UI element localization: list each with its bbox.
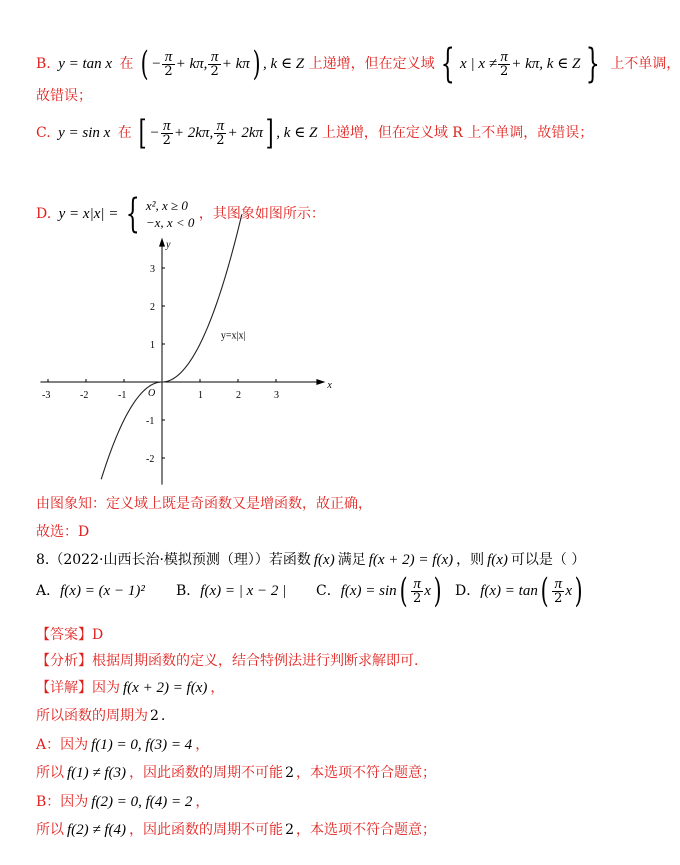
set-close: }	[586, 41, 601, 87]
text: ，	[195, 737, 210, 753]
fraction: $\frac{\pi}{2}$	[210, 48, 219, 79]
text: ，因此函数的周期不可能	[129, 765, 284, 781]
text: 上递增，但在定义域	[308, 56, 435, 72]
text: 所以函数的周期为	[36, 708, 148, 724]
text: ，其图象如图所示：	[198, 206, 325, 222]
math-expression: f(x) = tan	[480, 583, 538, 599]
paren-close: )	[433, 571, 442, 611]
math-expression: , k ∈ Z	[276, 125, 318, 141]
text: 在	[117, 125, 132, 141]
math-expression: y = tan x	[58, 56, 113, 72]
option-c	[316, 571, 444, 611]
math-expression: f(2) ≠ f(4)	[67, 822, 127, 838]
text: ，	[210, 680, 225, 696]
math-expression: , k ∈ Z	[263, 56, 305, 72]
detail	[36, 678, 224, 698]
item-letter: B.	[36, 56, 51, 72]
set-open: {	[440, 41, 455, 87]
paren-open: (	[399, 571, 408, 611]
x-tick-label: -1	[118, 390, 127, 401]
math-expression: + 2kπ,	[173, 125, 214, 141]
axis-labels	[148, 240, 332, 399]
math-variable: x	[565, 583, 573, 599]
text: .	[160, 708, 166, 724]
case-b-conclusion	[36, 820, 436, 840]
math-expression: + kπ	[221, 56, 250, 72]
option-label: A．	[36, 583, 61, 599]
math-expression: + kπ, k ∈ Z	[511, 56, 581, 72]
curve-group	[101, 214, 242, 479]
fraction: $\frac{\pi}{2}$	[499, 48, 509, 79]
x-axis-label: x	[327, 380, 332, 391]
math-expression: f(x) = (x − 1)²	[60, 583, 145, 599]
question-text: ，则	[456, 552, 485, 568]
option-d-explanation	[36, 191, 325, 237]
option-label: C．	[316, 583, 341, 599]
answer-choice: 故选：D	[36, 524, 90, 540]
text: ，本选项不符合题意；	[295, 822, 436, 838]
math-expression: f(1) ≠ f(3)	[67, 765, 127, 781]
x-tick-label: 1	[198, 390, 203, 401]
paren-open: (	[540, 571, 549, 611]
math-expression: f(x + 2) = f(x)	[368, 552, 454, 568]
option-label: D．	[455, 583, 481, 599]
interval-close: )	[252, 44, 261, 84]
x-axis-arrow	[316, 379, 325, 385]
text: 所以	[36, 822, 64, 838]
y-tick-label: 1	[150, 340, 155, 351]
question-text: （2022·山西长治·模拟预测（理））若函数	[49, 552, 311, 568]
math-expression: f(x)	[313, 552, 335, 568]
option-label: B．	[176, 583, 201, 599]
question-text: 可以是（ ）	[510, 552, 586, 568]
text: ，	[195, 794, 210, 810]
math-expression: f(1) = 0, f(3) = 4	[91, 737, 193, 753]
text: 上不单调，	[610, 56, 680, 72]
x-tick-label: -3	[42, 390, 51, 401]
math-value: 2	[285, 765, 294, 781]
piecewise-cases: x², x ≥ 0 −x, x < 0	[145, 198, 195, 230]
curve-y-x-abs-x	[101, 214, 242, 479]
option-c-explanation	[36, 113, 594, 153]
y-tick-label: 3	[150, 264, 155, 275]
option-a	[36, 576, 145, 606]
case-a-conclusion	[36, 763, 436, 783]
y-axis-arrow	[159, 238, 165, 247]
math-expression: + kπ,	[175, 56, 208, 72]
fraction: $\frac{\pi}{2}$	[554, 575, 563, 606]
math-expression: y = x|x| =	[58, 206, 119, 222]
text: ，因此函数的周期不可能	[129, 822, 284, 838]
math-expression: f(x) = | x − 2 |	[200, 583, 287, 599]
graph-conclusion: 由图象知：定义域上既是奇函数又是增函数，故正确，	[36, 496, 372, 512]
interval-open: (	[140, 44, 149, 84]
math-expression: f(x)	[487, 552, 508, 568]
math-value: 2	[150, 708, 159, 724]
y-tick-label: -1	[146, 416, 155, 427]
fraction: $\frac{\pi}{2}$	[412, 575, 422, 606]
origin-label: O	[148, 388, 156, 399]
text: B：因为	[36, 794, 89, 810]
answer: 【答案】D	[36, 627, 104, 643]
option-d	[455, 571, 585, 611]
minus-sign: −	[151, 56, 162, 72]
interval-close: ]	[265, 113, 274, 153]
option-b-explanation	[36, 41, 680, 87]
case-a	[36, 735, 209, 755]
minus-sign: −	[149, 125, 160, 141]
x-tick-label: -2	[80, 390, 89, 401]
function-graph	[30, 236, 340, 496]
text: A：因为	[36, 737, 89, 753]
y-axis-label: y	[166, 239, 171, 251]
y-tick-label: 2	[150, 302, 155, 313]
period-statement	[36, 706, 165, 726]
fraction: $\frac{\pi}{2}$	[216, 117, 225, 148]
interval-open: [	[138, 113, 147, 153]
text: 上递增，但在定义域 R 上不单调，故错误；	[321, 125, 594, 141]
ticks	[42, 264, 279, 465]
math-expression: f(2) = 0, f(4) = 2	[91, 794, 193, 810]
text: 【详解】因为	[36, 680, 120, 696]
question-text: 满足	[337, 552, 366, 568]
x-tick-label: 2	[236, 390, 241, 401]
case-b	[36, 792, 209, 812]
item-letter: C.	[36, 125, 51, 141]
paren-close: )	[574, 571, 583, 611]
axes	[40, 238, 325, 485]
text: ，本选项不符合题意；	[295, 765, 436, 781]
option-b	[176, 576, 286, 606]
curve-label: y=x|x|	[220, 330, 246, 342]
math-expression: f(x + 2) = f(x)	[123, 680, 208, 696]
question-number: 8.	[36, 552, 50, 568]
text: 所以	[36, 765, 64, 781]
item-letter: D.	[36, 206, 52, 222]
y-tick-label: -2	[146, 454, 155, 465]
math-variable: x	[424, 583, 431, 599]
fraction: $\frac{\pi}{2}$	[164, 48, 173, 79]
question-8	[36, 550, 585, 570]
fraction: $\frac{\pi}{2}$	[162, 117, 171, 148]
math-expression: f(x) = sin	[340, 583, 397, 599]
analysis: 【分析】根据周期函数的定义，结合特例法进行判断求解即可.	[36, 653, 419, 669]
option-b-conclusion: 故错误；	[36, 88, 92, 104]
math-expression: + 2kπ	[227, 125, 264, 141]
cases-brace: {	[126, 191, 141, 237]
math-expression: x | x ≠	[460, 56, 497, 72]
math-expression: y = sin x	[58, 125, 111, 141]
x-tick-label: 3	[274, 390, 279, 401]
math-value: 2	[285, 822, 294, 838]
text: 在	[119, 56, 134, 72]
